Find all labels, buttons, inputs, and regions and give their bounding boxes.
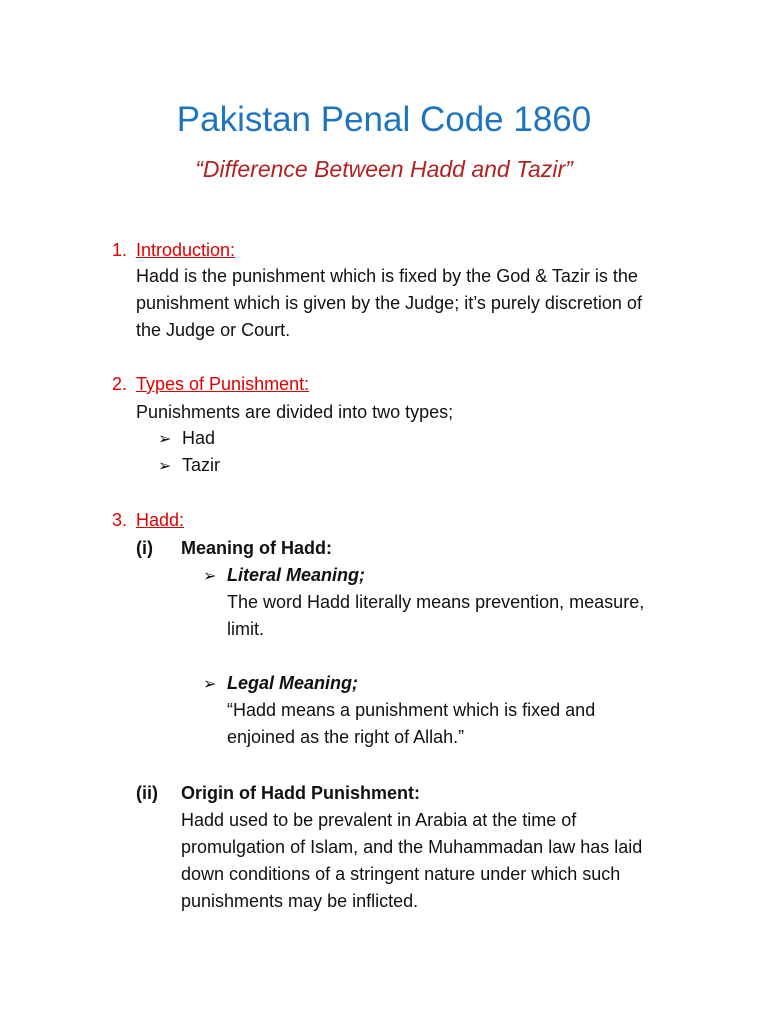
paragraph-line: Hadd used to be prevalent in Arabia at the time of: [181, 810, 577, 830]
arrow-bullet-icon: ➢: [158, 431, 172, 448]
section-label: Hadd:: [136, 510, 185, 530]
subsection-heading: Origin of Hadd Punishment:: [181, 783, 420, 803]
arrow-bullet-icon: ➢: [158, 458, 172, 475]
list-item: [158, 455, 220, 476]
section-heading-types: [112, 374, 309, 395]
section-number: 1.: [112, 240, 128, 260]
page-subtitle: “Difference Between Hadd and Tazir”: [195, 156, 573, 182]
paragraph-line: down conditions of a stringent nature under which such: [181, 864, 621, 884]
paragraph-line: enjoined as the right of Allah.”: [227, 727, 465, 747]
paragraph-line: promulgation of Islam, and the Muhammadan law has laid: [181, 837, 643, 857]
section-heading-hadd: [112, 510, 184, 531]
section-label: Introduction:: [136, 240, 236, 260]
section-label: Types of Punishment:: [136, 374, 310, 394]
subsection-number: (ii): [136, 783, 158, 803]
subsection-number: (i): [136, 538, 153, 558]
section-number: 2.: [112, 374, 128, 394]
item-label: Legal Meaning;: [227, 673, 359, 693]
paragraph-line: the Judge or Court.: [136, 320, 291, 340]
paragraph-line: Hadd is the punishment which is fixed by the God & Tazir is the: [136, 266, 638, 286]
list-item-legal-meaning: [203, 673, 358, 694]
paragraph-line: “Hadd means a punishment which is fixed and: [227, 700, 596, 720]
section-number: 3.: [112, 510, 128, 530]
page-title: Pakistan Penal Code 1860: [176, 100, 592, 139]
section-heading-introduction: [112, 240, 235, 261]
list-item: [158, 428, 215, 449]
arrow-bullet-icon: ➢: [203, 676, 217, 693]
subsection-heading: Meaning of Hadd:: [181, 538, 332, 558]
paragraph-line: The word Hadd literally means prevention, measure,: [227, 592, 645, 612]
item-label: Literal Meaning;: [227, 565, 366, 585]
paragraph-line: Punishments are divided into two types;: [136, 402, 454, 422]
paragraph-line: punishments may be inflicted.: [181, 891, 419, 911]
list-item-literal-meaning: [203, 565, 365, 586]
list-item-text: Tazir: [182, 455, 221, 475]
paragraph-line: limit.: [227, 619, 264, 639]
arrow-bullet-icon: ➢: [203, 568, 217, 585]
paragraph-line: punishment which is given by the Judge; it’s purely discretion of: [136, 293, 642, 313]
list-item-text: Had: [182, 428, 216, 448]
